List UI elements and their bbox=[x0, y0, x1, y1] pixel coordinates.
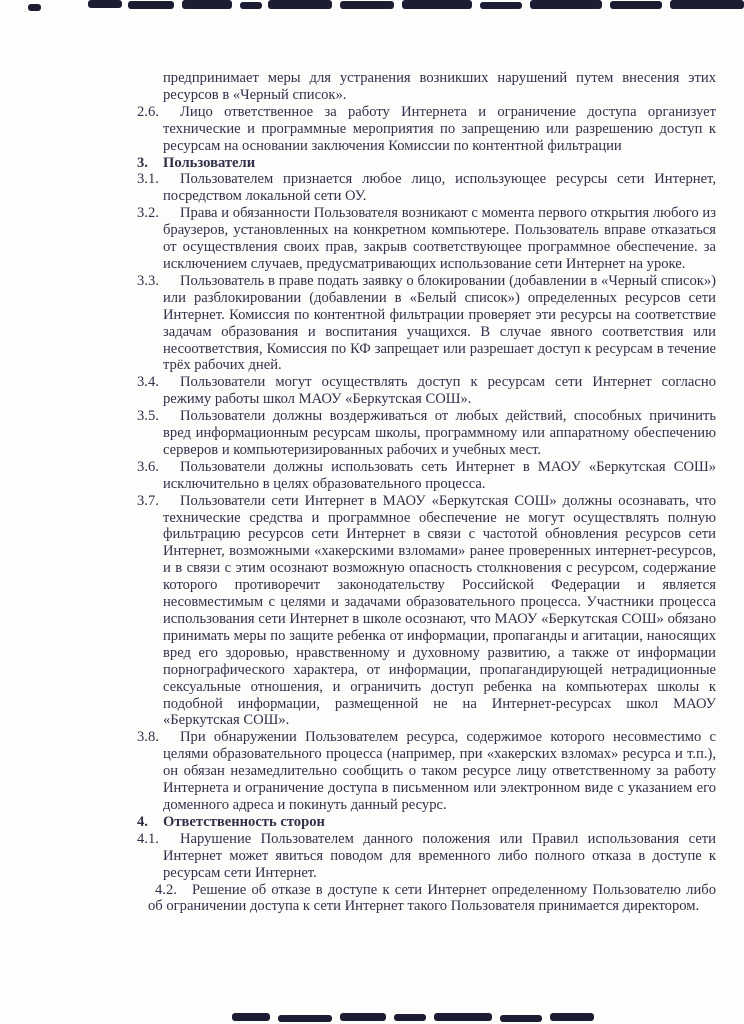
clause-number: 3.1. bbox=[137, 171, 159, 188]
clause-number: 3.6. bbox=[137, 458, 159, 475]
clause-number: 3.2. bbox=[137, 205, 159, 222]
clause-text: Пользователи должны использовать сеть Интернет в МАОУ «Беркутская СОШ» исключительно в целях образовательного процесса. bbox=[163, 458, 716, 492]
section-number: 4. bbox=[137, 813, 148, 830]
clause-4-1 bbox=[135, 831, 716, 882]
clause-text: Нарушение Пользователем данного положения или Правил использования сети Интернет может явиться поводом для временного либо полного отказа в доступе к ресурсам сети Интернет. bbox=[163, 830, 716, 881]
clause-3-8 bbox=[135, 729, 716, 814]
section-3-heading bbox=[135, 155, 716, 172]
clause-number: 3.8. bbox=[137, 729, 159, 746]
clause-3-3 bbox=[135, 273, 716, 374]
clause-number: 4.2. bbox=[155, 881, 177, 898]
clause-4-2 bbox=[135, 882, 716, 916]
clause-text: Пользователь в праве подать заявку о блокировании (добавлении в «Черный список») или разблокировании (добавлении в «Белый список») определенных ресурсов сети Интернет. Комиссия по контентной фильтрации проверяет эти ресурсы на соответствие задачам образования и воспитания учащихся. В случае явного соответствия или несоответствия, Комиссия по КФ запрещает или разрешает доступ к ресурсам в течение трёх рабочих дней. bbox=[163, 272, 716, 374]
clause-text: Решение об отказе в доступе к сети Интернет определенному Пользователю либо об ограничении доступа к сети Интернет такого Пользователя принимается директором. bbox=[148, 881, 716, 915]
clause-text: Пользователи сети Интернет в МАОУ «Беркутская СОШ» должны осознавать, что технические средства и программное обеспечение не могут осуществлять полную фильтрацию ресурсов сети Интернет в связи с частотой обновления ресурсов сети Интернет, возможными «хакерскими взломами» ранее проверенных интернет-ресурсов, и в связи с этим осознают возможную опасность столкновения с ресурсом, содержание которого противоречит законодательству Российской Федерации и является несовместимым с целями и задачами образовательного процесса. Участники процесса использования сети Интернет в школе осознают, что МАОУ «Беркутская СОШ» обязано принимать меры по защите ребенка от информации, пропаганды и агитации, наносящих вред его здоровью, нравственному и духовному развитию, а также от информации порнографического характера, от информации, пропагандирующей нетрадиционные сексуальные отношения, и ограничить доступ ребенка на компьютерах школы к подобной информации, размещенной не на Интернет-ресурсах школ МАОУ «Беркутская СОШ». bbox=[163, 492, 716, 729]
clause-2-6 bbox=[135, 104, 716, 155]
document-body bbox=[135, 70, 716, 915]
section-4-heading bbox=[135, 814, 716, 831]
scan-artifact-bottom-edge bbox=[0, 1010, 744, 1024]
clause-text: Пользователи должны воздерживаться от любых действий, способных причинить вред информационным ресурсам школы, программному или аппаратному обеспечению серверов и компьютеризированных рабочих и учебных мест. bbox=[163, 408, 716, 458]
clause-text: Пользователем признается любое лицо, использующее ресурсы сети Интернет, посредством локальной сети ОУ. bbox=[163, 171, 716, 205]
clause-text: Пользователи могут осуществлять доступ к ресурсам сети Интернет согласно режиму работы школ МАОУ «Беркутская СОШ». bbox=[163, 374, 716, 408]
clause-3-6 bbox=[135, 459, 716, 493]
section-number: 3. bbox=[137, 154, 148, 171]
clause-number: 3.4. bbox=[137, 374, 159, 391]
clause-number: 4.1. bbox=[137, 830, 159, 847]
paragraph-continuation: предпринимает меры для устранения возникших нарушений путем внесения этих ресурсов в «Черный список». bbox=[163, 70, 716, 103]
clause-number: 2.6. bbox=[137, 103, 159, 120]
clause-text: При обнаружении Пользователем ресурса, содержимое которого несовместимо с целями образовательного процесса (например, при «хакерских взломах» ресурса и т.п.), он обязан незамедлительно сообщить о таком ресурсе лицу ответственному за работу Интернета и ограничение доступа в письменном или электронном виде с указанием его доменного адреса и покинуть данный ресурс. bbox=[163, 729, 716, 813]
clause-text: Лицо ответственное за работу Интернета и ограничение доступа организует технические и программные мероприятия по запрещению или разрешению доступ к ресурсам на основании заключения Комиссии по контентной фильтрации bbox=[163, 103, 716, 154]
scan-artifact-top-edge bbox=[0, 0, 744, 14]
clause-3-5 bbox=[135, 408, 716, 459]
section-title: Пользователи bbox=[163, 154, 256, 171]
clause-number: 3.7. bbox=[137, 492, 159, 509]
clause-number: 3.5. bbox=[137, 408, 159, 425]
clause-3-2 bbox=[135, 205, 716, 273]
section-title: Ответственность сторон bbox=[163, 813, 325, 830]
clause-3-4 bbox=[135, 374, 716, 408]
clause-number: 3.3. bbox=[137, 272, 159, 289]
clause-3-7 bbox=[135, 493, 716, 730]
clause-text: Права и обязанности Пользователя возникают с момента первого открытия любого из браузеров, установленных на конкретном компьютере. Пользователь вправе отказаться от осуществления своих прав, закрыв соответствующее программное обеспечение. за исключением случаев, предусматривающих использование сети Интернет на уроке. bbox=[163, 205, 716, 272]
clause-3-1 bbox=[135, 171, 716, 205]
